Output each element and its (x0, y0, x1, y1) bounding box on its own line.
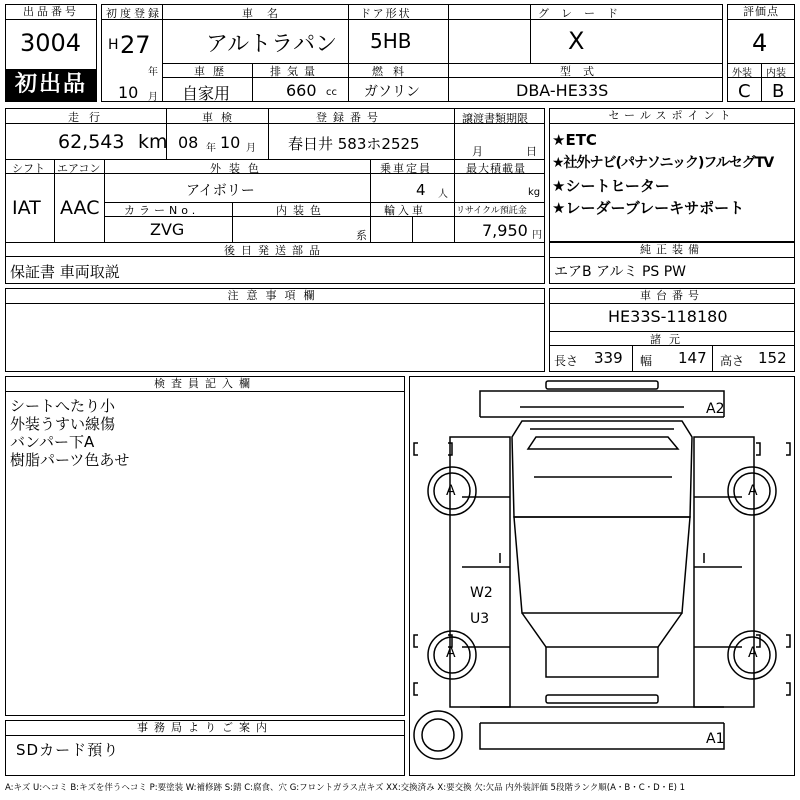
capacity-label: 乗車定員 (380, 162, 432, 175)
inspector-line-4: 樹脂パーツ色あせ (10, 451, 130, 469)
equipment-label: 純正装備 (550, 243, 794, 258)
damage-mark-rear-bumper: A1 (706, 731, 725, 747)
height-label: 高さ (720, 354, 745, 368)
mileage-label: 走行 (68, 111, 110, 124)
equipment-box (549, 242, 795, 284)
damage-mark-front-right-wheel: A (748, 483, 758, 499)
reg-month: 10 (118, 83, 139, 102)
grade: X (568, 27, 585, 55)
history: 自家用 (182, 84, 231, 103)
grade-label: グレード (538, 7, 630, 20)
later-parts: 保証書 車両取説 (10, 263, 120, 281)
length-label: 長さ (554, 354, 579, 368)
first-listing-badge: 初出品 (6, 69, 96, 101)
transfer-label: 譲渡書類期限 (462, 112, 528, 125)
inspector-line-3: バンパー下A (10, 433, 95, 451)
chassis-box (549, 288, 795, 372)
chassis-number: HE33S-118180 (608, 307, 728, 326)
model: DBA-HE33S (516, 81, 609, 100)
ext-color-label: 外装色 (210, 162, 267, 175)
inspection-label: 車検 (202, 111, 240, 124)
notes-label: 注意事項欄 (6, 289, 544, 304)
load-unit: kg (528, 187, 541, 198)
ext-color: アイボリー (186, 183, 255, 199)
sales-point-1: ★ETC (552, 131, 597, 149)
door-type: 5HB (370, 29, 412, 53)
interior-grade: B (772, 81, 785, 102)
import-label: 輸入車 (384, 204, 426, 217)
vehicle-info-box (101, 4, 723, 102)
displacement: 660 (286, 81, 317, 100)
score: 4 (752, 29, 768, 57)
score-box (727, 4, 795, 102)
transfer-day-unit: 日 (526, 145, 537, 158)
damage-mark-front-left-wheel: A (446, 483, 456, 499)
score-label: 評価点 (728, 5, 794, 20)
sales-point-3: ★シートヒーター (552, 177, 670, 195)
load-label: 最大積載量 (466, 162, 526, 175)
reg-year: 27 (120, 31, 151, 59)
damage-mark-left-side-w: W2 (470, 585, 493, 601)
lot-number-label: 出品番号 (6, 5, 96, 20)
inspection-month: 10 (220, 133, 241, 152)
lot-number: 3004 (20, 29, 82, 57)
mileage: 62,543 (58, 131, 125, 153)
chassis-label: 車台番号 (550, 289, 794, 304)
office-label: 事務局よりご案内 (6, 721, 404, 736)
fuel: ガソリン (364, 84, 420, 100)
inspector-label: 検査員記入欄 (6, 377, 404, 392)
ac-label: エアコン (57, 162, 101, 175)
recycle-unit: 円 (532, 230, 542, 241)
lot-number-box (5, 4, 97, 102)
car-name-label: 車名 (242, 7, 292, 20)
exterior-grade: C (738, 81, 751, 102)
sales-point-4: ★レーダーブレーキサポート (552, 199, 745, 217)
inspector-line-1: シートへたり小 (10, 397, 116, 415)
exterior-label: 外装 (732, 68, 752, 79)
damage-mark-left-side-u: U3 (470, 611, 490, 627)
capacity: 4 (416, 181, 426, 199)
inspection-year: 08 (178, 133, 199, 152)
office-box (5, 720, 405, 776)
shift: IAT (12, 197, 41, 219)
inspection-month-unit: 月 (246, 143, 256, 154)
first-reg-label: 初度登録 (106, 7, 162, 20)
reg-month-unit: 月 (148, 92, 158, 103)
later-parts-label: 後日発送部品 (224, 244, 326, 257)
height: 152 (758, 349, 787, 367)
capacity-unit: 人 (438, 189, 448, 200)
color-no: ZVG (150, 220, 185, 239)
office-notice: SDカード預り (16, 741, 120, 759)
details-box (5, 108, 545, 284)
car-diagram-box (409, 376, 795, 776)
legend: A:キズ U:ヘコミ B:キズを伴うヘコミ P:要塗装 W:補修跡 S:錆 C:腐食、穴 G:フロントガラス点キズ XX:交換済み X:要交換 欠:欠品 内外装評価 5段階ランク順(A・B・C・D・E) 1 (5, 783, 686, 793)
history-label: 車歴 (194, 65, 232, 78)
inspection-year-unit: 年 (206, 143, 216, 154)
sales-point-2: ★社外ナビ(パナソニック)フルセグTV (552, 155, 774, 171)
ac: AAC (60, 197, 100, 219)
transfer-month-unit: 月 (472, 145, 483, 158)
plate: 春日井 583ホ2525 (288, 135, 420, 153)
sales-points-label: セールスポイント (550, 109, 794, 124)
equipment: エアB アルミ PS PW (554, 264, 687, 280)
damage-mark-front-bumper: A2 (706, 401, 725, 417)
width-label: 幅 (640, 354, 653, 368)
recycle: 7,950 (482, 221, 528, 240)
displacement-label: 排気量 (270, 65, 321, 78)
int-color-unit: 系 (356, 229, 367, 242)
length: 339 (594, 349, 623, 367)
shift-label: シフト (12, 162, 45, 175)
era: H (108, 37, 119, 53)
inspector-line-2: 外装うすい線傷 (10, 415, 116, 433)
int-color-label: 内装色 (276, 204, 327, 217)
interior-label: 内装 (766, 68, 786, 79)
inspector-box (5, 376, 405, 716)
damage-mark-rear-right-wheel: A (748, 645, 758, 661)
dims-label: 諸元 (650, 333, 688, 346)
displacement-unit: cc (326, 87, 337, 98)
recycle-label: リサイクル預託金 (456, 206, 527, 216)
plate-label: 登録番号 (316, 111, 384, 124)
sales-points-box (549, 108, 795, 242)
color-no-label: カラーNo. (124, 204, 200, 217)
car-name: アルトラパン (206, 32, 338, 57)
width: 147 (678, 349, 707, 367)
fuel-label: 燃料 (372, 65, 414, 78)
reg-year-unit: 年 (148, 67, 158, 78)
car-diagram (410, 377, 794, 775)
notes-box (5, 288, 545, 372)
model-label: 型式 (560, 65, 606, 78)
mileage-unit: km (138, 131, 168, 153)
door-label: ドア形状 (360, 7, 412, 20)
damage-mark-rear-left-wheel: A (446, 645, 456, 661)
